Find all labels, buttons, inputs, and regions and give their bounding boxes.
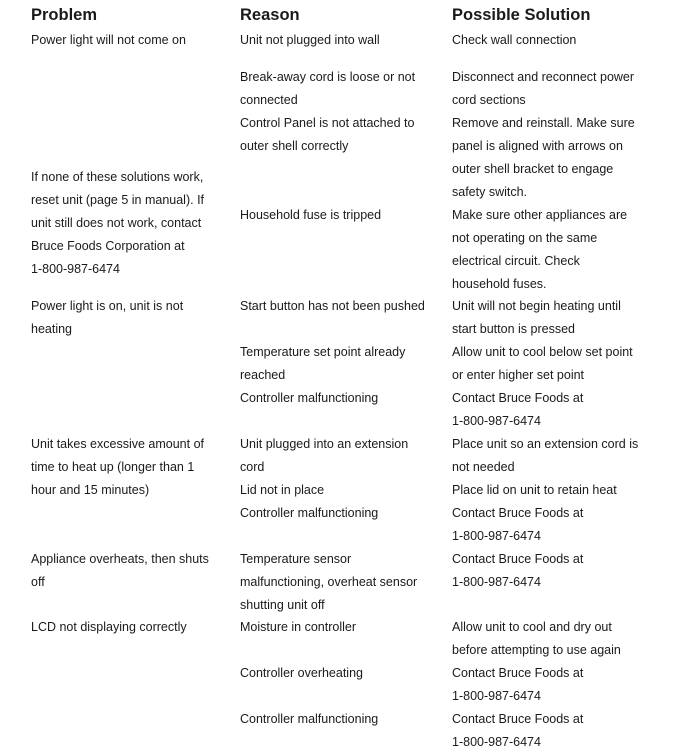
reason-text: reached <box>240 368 286 382</box>
reason-text: Temperature set point already <box>240 345 406 359</box>
reset-note-text: 1-800-987-6474 <box>31 262 120 276</box>
reason-text: Lid not in place <box>240 483 325 497</box>
reason-text: Household fuse is tripped <box>240 208 382 222</box>
reason-text: Unit not plugged into wall <box>240 33 380 47</box>
header-reason: Reason <box>240 6 300 24</box>
solution-text: Disconnect and reconnect power <box>452 70 635 84</box>
solution-text: 1-800-987-6474 <box>452 575 541 589</box>
reason-text: cord <box>240 460 265 474</box>
solution-text: before attempting to use again <box>452 643 621 657</box>
problem-text: hour and 15 minutes) <box>31 483 150 497</box>
solution-text: Contact Bruce Foods at <box>452 712 584 726</box>
solution-text: Allow unit to cool and dry out <box>452 620 612 634</box>
solution-text: safety switch. <box>452 185 528 199</box>
solution-text: Place lid on unit to retain heat <box>452 483 617 497</box>
header-solution: Possible Solution <box>452 6 591 24</box>
solution-text: not needed <box>452 460 515 474</box>
reset-note-text: If none of these solutions work, <box>31 170 204 184</box>
reason-text: Controller malfunctioning <box>240 391 379 405</box>
solution-text: start button is pressed <box>452 322 575 336</box>
solution-text: Allow unit to cool below set point <box>452 345 633 359</box>
reason-text: Unit plugged into an extension <box>240 437 409 451</box>
solution-text: 1-800-987-6474 <box>452 529 541 543</box>
reason-text: Control Panel is not attached to <box>240 116 415 130</box>
reason-text: Start button has not been pushed <box>240 299 425 313</box>
problem-text: heating <box>31 322 73 336</box>
solution-text: Place unit so an extension cord is <box>452 437 639 451</box>
solution-text: 1-800-987-6474 <box>452 735 541 749</box>
solution-text: Check wall connection <box>452 33 577 47</box>
solution-text: not operating on the same <box>452 231 598 245</box>
reason-text: Temperature sensor <box>240 552 352 566</box>
problem-text: Power light will not come on <box>31 33 186 47</box>
problem-text: LCD not displaying correctly <box>31 620 187 634</box>
solution-text: panel is aligned with arrows on <box>452 139 623 153</box>
solution-text: Remove and reinstall. Make sure <box>452 116 635 130</box>
reason-text: malfunctioning, overheat sensor <box>240 575 418 589</box>
reason-text: shutting unit off <box>240 598 325 612</box>
solution-text: outer shell bracket to engage <box>452 162 614 176</box>
problem-text: Unit takes excessive amount of <box>31 437 204 451</box>
header-problem: Problem <box>31 6 98 24</box>
solution-text: Make sure other appliances are <box>452 208 628 222</box>
problem-text: off <box>31 575 45 589</box>
solution-text: Contact Bruce Foods at <box>452 666 584 680</box>
solution-text: 1-800-987-6474 <box>452 414 541 428</box>
reset-note-text: reset unit (page 5 in manual). If <box>31 193 205 207</box>
solution-text: or enter higher set point <box>452 368 585 382</box>
solution-text: household fuses. <box>452 277 547 291</box>
solution-text: electrical circuit. Check <box>452 254 580 268</box>
solution-text: Unit will not begin heating until <box>452 299 621 313</box>
solution-text: 1-800-987-6474 <box>452 689 541 703</box>
reset-note-text: unit still does not work, contact <box>31 216 202 230</box>
solution-text: Contact Bruce Foods at <box>452 506 584 520</box>
reason-text: outer shell correctly <box>240 139 349 153</box>
reset-note-text: Bruce Foods Corporation at <box>31 239 185 253</box>
solution-text: cord sections <box>452 93 526 107</box>
reason-text: Controller malfunctioning <box>240 506 379 520</box>
reason-text: Break-away cord is loose or not <box>240 70 416 84</box>
problem-text: time to heat up (longer than 1 <box>31 460 195 474</box>
problem-text: Appliance overheats, then shuts <box>31 552 209 566</box>
reason-text: Moisture in controller <box>240 620 357 634</box>
reason-text: connected <box>240 93 298 107</box>
reason-text: Controller malfunctioning <box>240 712 379 726</box>
problem-text: Power light is on, unit is not <box>31 299 184 313</box>
solution-text: Contact Bruce Foods at <box>452 552 584 566</box>
reason-text: Controller overheating <box>240 666 363 680</box>
solution-text: Contact Bruce Foods at <box>452 391 584 405</box>
